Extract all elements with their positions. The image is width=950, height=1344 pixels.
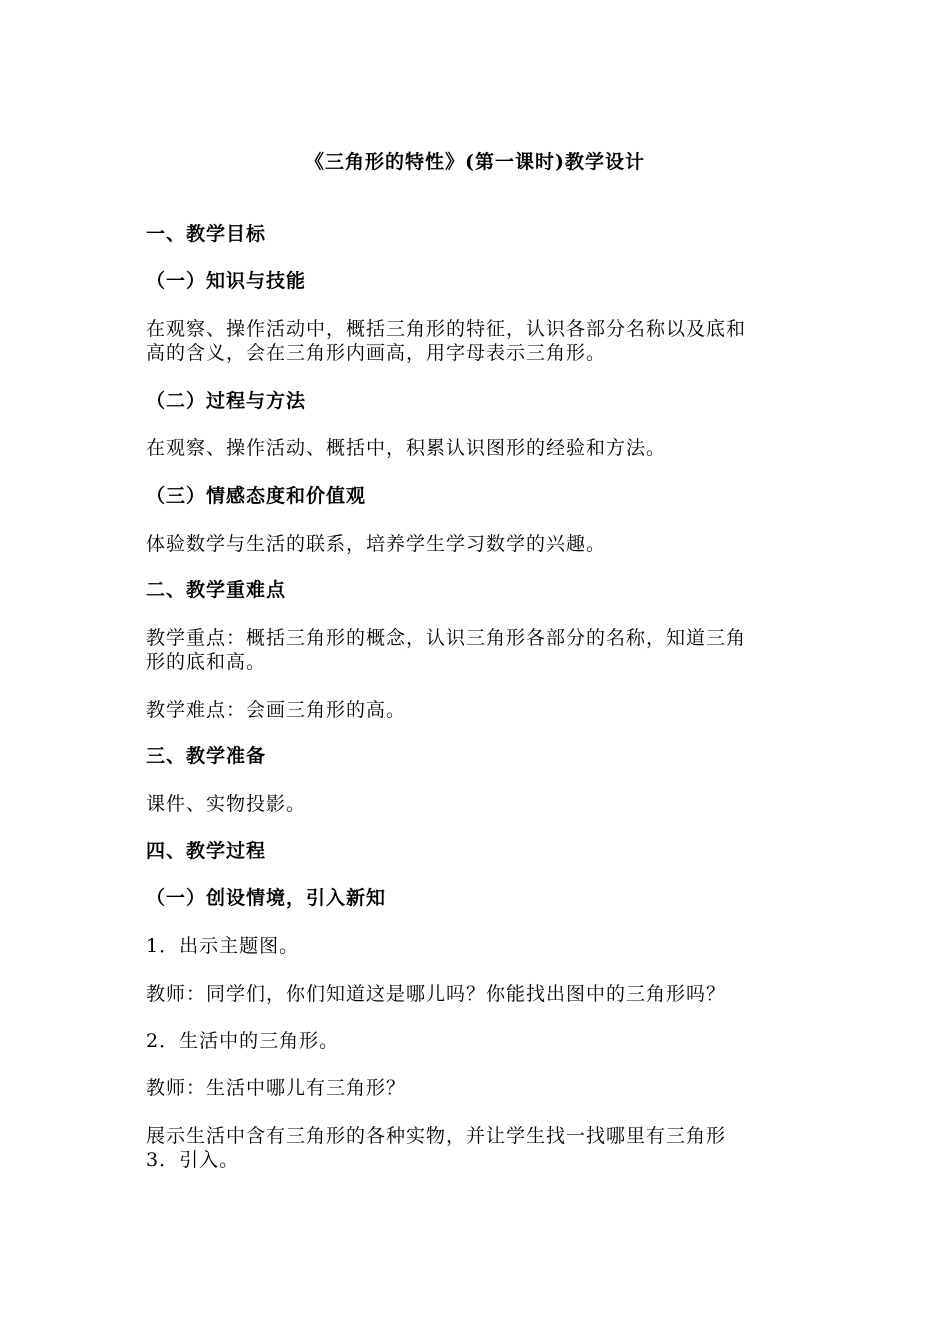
- paragraph-key-point-line1: 教学重点：概括三角形的概念，认识三角形各部分的名称，知道三角: [146, 627, 747, 649]
- list-item-2: 2．生活中的三角形。: [146, 1030, 340, 1052]
- paragraph-process-method: 在观察、操作活动、概括中，积累认识图形的经验和方法。: [146, 437, 667, 459]
- paragraph-emotion-values: 体验数学与生活的联系，培养学生学习数学的兴趣。: [146, 533, 607, 555]
- paragraph-difficult-point: 教学难点：会画三角形的高。: [146, 699, 407, 721]
- subheading-create-situation: （一）创设情境，引入新知: [146, 887, 387, 909]
- subheading-knowledge-skills: （一）知识与技能: [146, 270, 307, 292]
- section-heading-preparation: 三、教学准备: [146, 745, 267, 767]
- section-heading-objectives: 一、教学目标: [146, 223, 267, 245]
- paragraph-key-point-line2: 形的底和高。: [146, 651, 267, 673]
- paragraph-teacher-question-2: 教师：生活中哪儿有三角形？: [146, 1077, 407, 1099]
- document-title: 《三角形的特性》(第一课时)教学设计: [305, 151, 645, 173]
- paragraph-knowledge-line2: 高的含义，会在三角形内画高，用字母表示三角形。: [146, 342, 607, 364]
- paragraph-show-objects: 展示生活中含有三角形的各种实物，并让学生找一找哪里有三角形: [146, 1125, 727, 1147]
- paragraph-teacher-question-1: 教师：同学们，你们知道这是哪儿吗？你能找出图中的三角形吗？: [146, 983, 727, 1005]
- section-heading-process: 四、教学过程: [146, 840, 267, 862]
- list-item-3: 3．引入。: [146, 1149, 240, 1171]
- list-item-1: 1．出示主题图。: [146, 935, 300, 957]
- paragraph-knowledge-line1: 在观察、操作活动中，概括三角形的特征，认识各部分名称以及底和: [146, 318, 747, 340]
- subheading-emotion-values: （三）情感态度和价值观: [146, 485, 367, 507]
- paragraph-preparation: 课件、实物投影。: [146, 793, 307, 815]
- section-heading-key-difficult: 二、教学重难点: [146, 579, 287, 601]
- subheading-process-method: （二）过程与方法: [146, 390, 307, 412]
